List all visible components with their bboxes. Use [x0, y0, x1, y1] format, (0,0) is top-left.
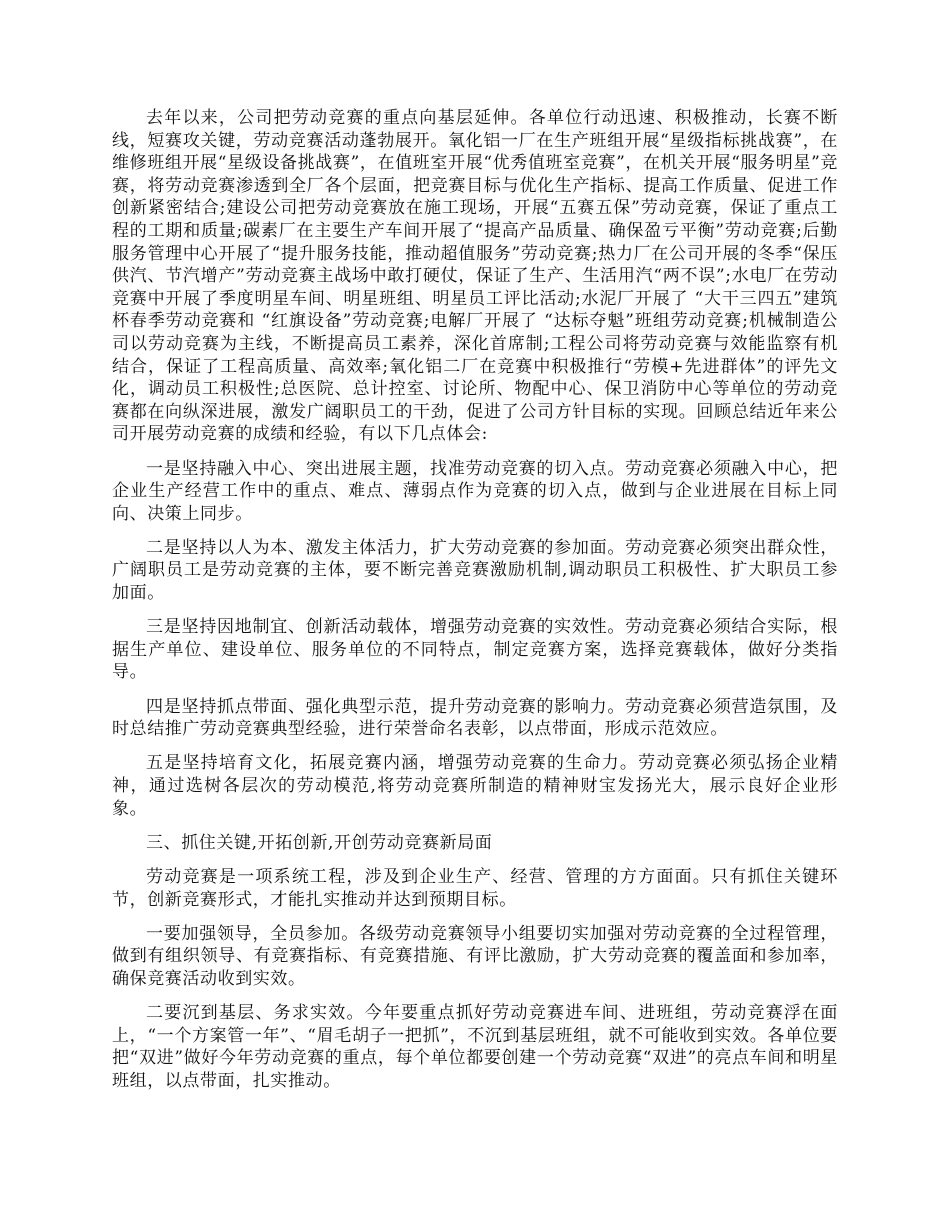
paragraph-point-4: 四是坚持抓点带面、强化典型示范，提升劳动竞赛的影响力。劳动竞赛必须营造氛围，及时总结推广劳动竞赛典型经验，进行荣誉命名表彰，以点带面，形成示范效应。: [112, 696, 838, 740]
paragraph-summary: 去年以来，公司把劳动竞赛的重点向基层延伸。各单位行动迅速、积极推动，长赛不断线，短赛攻关键，劳动竞赛活动蓬勃展开。氧化铝一厂在生产班组开展“星级指标挑战赛”，在维修班组开展“星级设备挑战赛”，在值班室开展“优秀值班室竞赛”，在机关开展“服务明星”竞赛，将劳动竞赛渗透到全厂各个层面，把竞赛目标与优化生产指标、提高工作质量、促进工作创新紧密结合;建设公司把劳动竞赛放在施工现场，开展“五赛五保”劳动竞赛，保证了重点工程的工期和质量;碳素厂在主要生产车间开展了“提高产品质量、确保盈亏平衡”劳动竞赛;后勤服务管理中心开展了“提升服务技能，推动超值服务”劳动竞赛;热力厂在公司开展的冬季“保压供汽、节汽增产”劳动竞赛主战场中敢打硬仗，保证了生产、生活用汽“两不误”;水电厂在劳动竞赛中开展了季度明星车间、明星班组、明星员工评比活动;水泥厂开展了 “大干三四五”建筑杯春季劳动竞赛和 “红旗设备”劳动竞赛;电解厂开展了 “达标夺魁”班组劳动竞赛;机械制造公司以劳动竞赛为主线，不断提高员工素养，深化首席制;工程公司将劳动竞赛与效能监察有机结合，保证了工程高质量、高效率;氧化铝二厂在竞赛中积极推行“劳模+先进群体”的评先文化，调动员工积极性;总医院、总计控室、讨论所、物配中心、保卫消防中心等单位的劳动竞赛都在向纵深进展，激发广阔职员工的干劲，促进了公司方针目标的实现。回顾总结近年来公司开展劳动竞赛的成绩和经验，有以下几点体会:: [112, 108, 838, 445]
paragraph-point-2: 二是坚持以人为本、激发主体活力，扩大劳动竞赛的参加面。劳动竞赛必须突出群众性，广阔职员工是劳动竞赛的主体，要不断完善竞赛激励机制,调动职员工积极性、扩大职员工参加面。: [112, 537, 838, 604]
paragraph-point-3: 三是坚持因地制宜、创新活动载体，增强劳动竞赛的实效性。劳动竞赛必须结合实际，根据生产单位、建设单位、服务单位的不同特点，制定竞赛方案，选择竞赛载体，做好分类指导。: [112, 617, 838, 683]
paragraph-requirement-1: 一要加强领导，全员参加。各级劳动竞赛领导小组要切实加强对劳动竞赛的全过程管理，做到有组织领导、有竞赛指标、有竞赛措施、有评比激励，扩大劳动竞赛的覆盖面和参加率，确保竞赛活动收到实效。: [112, 923, 838, 989]
document-page: [112, 107, 838, 1104]
paragraph-requirement-2: 二要沉到基层、务求实效。今年要重点抓好劳动竞赛进车间、进班组，劳动竞赛浮在面上，“一个方案管一年”、“眉毛胡子一把抓”，不沉到基层班组，就不可能收到实效。各单位要把“双进”做好今年劳动竞赛的重点，每个单位都要创建一个劳动竞赛“双进”的亮点车间和明星班组，以点带面，扎实推动。: [112, 1003, 838, 1091]
paragraph-point-1: 一是坚持融入中心、突出进展主题，找准劳动竞赛的切入点。劳动竞赛必须融入中心，把企业生产经营工作中的重点、难点、薄弱点作为竞赛的切入点，做到与企业进展在目标上同向、决策上同步。: [112, 458, 838, 524]
paragraph-point-5: 五是坚持培育文化，拓展竞赛内涵，增强劳动竞赛的生命力。劳动竞赛必须弘扬企业精神，通过选树各层次的劳动模范,将劳动竞赛所制造的精神财宝发扬光大，展示良好企业形象。: [112, 753, 838, 819]
section-heading: 三、抓住关键,开拓创新,开创劳动竞赛新局面: [146, 832, 493, 853]
paragraph-intro: 劳动竞赛是一项系统工程，涉及到企业生产、经营、管理的方方面面。只有抓住关键环节，创新竞赛形式，才能扎实推动并达到预期目标。: [112, 866, 838, 910]
